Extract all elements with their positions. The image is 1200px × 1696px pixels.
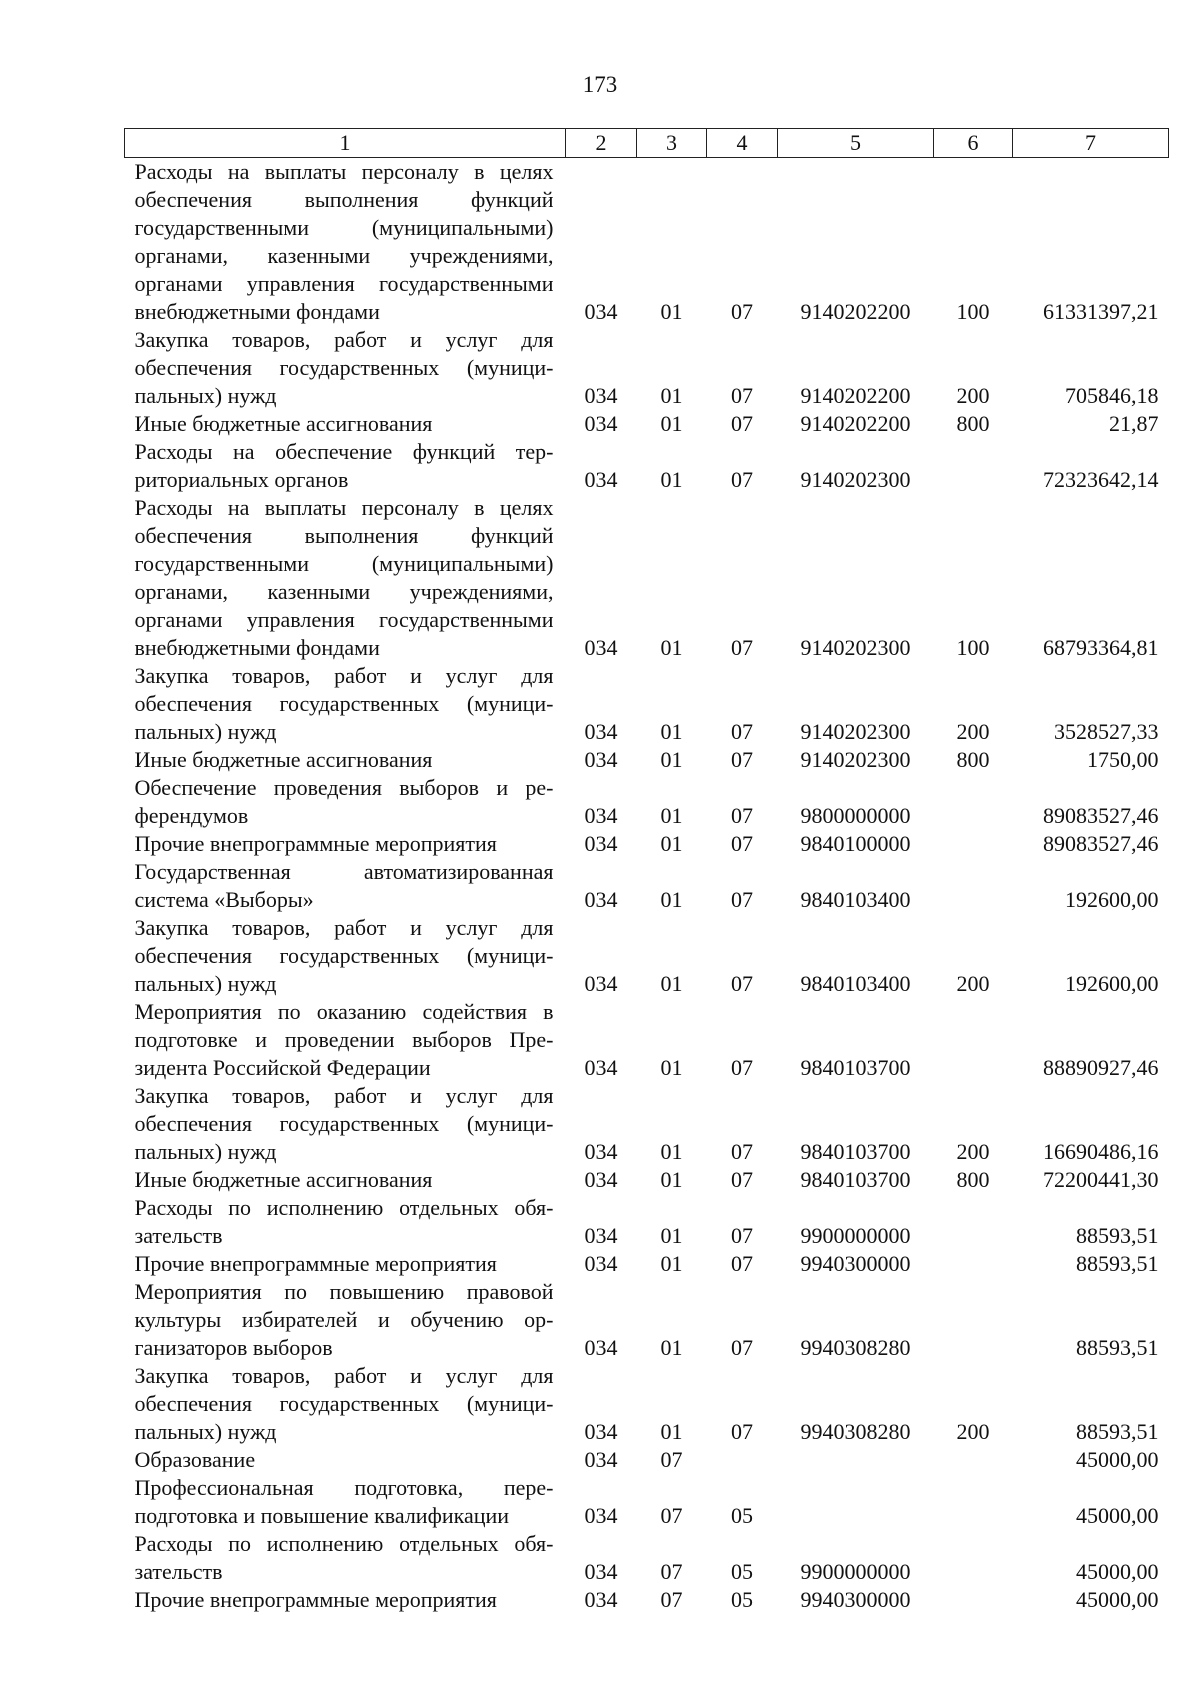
amount: 88890927,46 [1043,1055,1159,1080]
table-row [125,158,1169,327]
subsection-code: 07 [731,1335,753,1360]
admin-code: 034 [584,1223,618,1248]
item-name: Иные бюджетные ассигнования [134,411,433,436]
expense-type-code [934,1250,1013,1278]
section-code: 01 [660,635,683,660]
subsection-code: 07 [731,1139,753,1164]
admin-code: 034 [584,1587,618,1612]
target-article-code: 9140202200 [800,299,911,324]
target-article-code: 9840103400 [800,971,911,996]
header-cell-5: 5 [778,129,934,158]
amount: 192600,00 [1065,887,1159,912]
subsection-code: 07 [731,887,753,912]
section-code: 01 [660,383,683,408]
budget-table [124,128,1169,1614]
item-name: Прочие внепрограммные мероприятия [134,831,497,856]
item-name: Закупка товаров, работ и услуг для обеспечения государственных (муниципальных) нужд [134,327,554,408]
header-row [125,129,1169,158]
table-row [125,774,1169,830]
admin-code: 034 [584,803,618,828]
target-article-code: 9840103700 [800,1055,911,1080]
section-code: 01 [660,971,683,996]
section-code: 01 [660,1335,683,1360]
admin-code: 034 [584,299,618,324]
header-cell-6: 6 [934,129,1013,158]
expense-type-code [934,858,1013,914]
item-name: Расходы на обеспечение функций территориальных органов [134,439,554,492]
item-name: Закупка товаров, работ и услуг для обеспечения государственных (муниципальных) нужд [134,1363,554,1444]
section-code: 01 [660,1419,683,1444]
admin-code: 034 [584,747,618,772]
expense-type-code [934,1530,1013,1586]
expense-type-code: 800 [956,747,990,772]
item-name: Прочие внепрограммные мероприятия [134,1587,497,1612]
section-code: 01 [660,747,683,772]
table-row [125,1446,1169,1474]
section-code: 01 [660,1055,683,1080]
item-name: Иные бюджетные ассигнования [134,1167,433,1192]
table-row [125,326,1169,410]
item-name: Образование [134,1447,256,1472]
amount: 72200441,30 [1043,1167,1159,1192]
target-article-code: 9140202300 [800,635,911,660]
section-code: 07 [660,1447,683,1472]
header-cell-2: 2 [566,129,637,158]
expense-type-code: 100 [956,635,990,660]
section-code: 01 [660,887,683,912]
item-name: Расходы по исполнению отдельных обязательств [134,1195,554,1248]
item-name: Расходы на выплаты персоналу в целях обеспечения выполнения функций государственными (муниципальными) органами, казенными учреждениями, органами управления государственными внебюджетными фондами [134,495,554,660]
header-cell-7: 7 [1013,129,1169,158]
expense-type-code [934,1446,1013,1474]
section-code: 01 [660,1139,683,1164]
amount: 89083527,46 [1043,831,1159,856]
target-article-code: 9900000000 [800,1223,911,1248]
subsection-code: 07 [731,747,753,772]
admin-code: 034 [584,1167,618,1192]
amount: 88593,51 [1076,1251,1159,1276]
table-row [125,1586,1169,1614]
table-row [125,1278,1169,1362]
expense-type-code [934,830,1013,858]
subsection-code: 07 [731,1055,753,1080]
header-cell-1: 1 [125,129,566,158]
target-article-code: 9140202300 [800,747,911,772]
subsection-code: 07 [731,831,753,856]
amount: 45000,00 [1076,1587,1159,1612]
target-article-code: 9940308280 [800,1335,911,1360]
subsection-code: 07 [731,1419,753,1444]
table-row [125,1194,1169,1250]
target-article-code: 9840100000 [800,831,911,856]
expense-type-code: 200 [956,719,990,744]
admin-code: 034 [584,971,618,996]
expense-type-code: 200 [956,383,990,408]
item-name: Профессиональная подготовка, переподготовка и повышение квалификации [134,1475,554,1528]
subsection-code: 07 [731,467,753,492]
table-row [125,1474,1169,1530]
admin-code: 034 [584,1251,618,1276]
expense-type-code [934,1474,1013,1530]
admin-code: 034 [584,635,618,660]
amount: 1750,00 [1087,747,1159,772]
section-code: 07 [660,1559,683,1584]
target-article-code: 9840103700 [800,1139,911,1164]
amount: 88593,51 [1076,1335,1159,1360]
page-number: 173 [582,72,618,97]
section-code: 01 [660,1251,683,1276]
expense-type-code [934,438,1013,494]
target-article-code: 9800000000 [800,803,911,828]
subsection-code: 05 [731,1587,753,1612]
item-name: Мероприятия по оказанию содействия в подготовке и проведении выборов Президента Российской Федерации [134,999,554,1080]
target-article-code [778,1446,934,1474]
admin-code: 034 [584,1335,618,1360]
amount: 45000,00 [1076,1559,1159,1584]
admin-code: 034 [584,411,618,436]
expense-type-code [934,998,1013,1082]
table-row [125,410,1169,438]
admin-code: 034 [584,1447,618,1472]
expense-type-code [934,1586,1013,1614]
target-article-code: 9840103700 [800,1167,911,1192]
admin-code: 034 [584,1139,618,1164]
item-name: Закупка товаров, работ и услуг для обеспечения государственных (муниципальных) нужд [134,915,554,996]
subsection-code: 07 [731,1167,753,1192]
section-code: 01 [660,1223,683,1248]
amount: 72323642,14 [1043,467,1159,492]
item-name: Обеспечение проведения выборов и референдумов [134,775,554,828]
target-article-code: 9840103400 [800,887,911,912]
admin-code: 034 [584,831,618,856]
item-name: Расходы по исполнению отдельных обязательств [134,1531,554,1584]
subsection-code: 07 [731,803,753,828]
subsection-code: 07 [731,635,753,660]
target-article-code: 9140202300 [800,467,911,492]
expense-type-code: 200 [956,1139,990,1164]
admin-code: 034 [584,1503,618,1528]
subsection-code: 07 [731,719,753,744]
admin-code: 034 [584,887,618,912]
subsection-code: 07 [731,971,753,996]
target-article-code: 9900000000 [800,1559,911,1584]
expense-type-code: 100 [956,299,990,324]
item-name: Закупка товаров, работ и услуг для обеспечения государственных (муниципальных) нужд [134,1083,554,1164]
subsection-code [707,1446,778,1474]
target-article-code: 9940300000 [800,1587,911,1612]
expense-type-code: 200 [956,971,990,996]
admin-code: 034 [584,467,618,492]
subsection-code: 07 [731,411,753,436]
amount: 68793364,81 [1043,635,1159,660]
table-row [125,662,1169,746]
expense-type-code [934,774,1013,830]
target-article-code: 9140202200 [800,411,911,436]
item-name: Прочие внепрограммные мероприятия [134,1251,497,1276]
amount: 45000,00 [1076,1447,1159,1472]
amount: 21,87 [1109,411,1159,436]
subsection-code: 07 [731,1223,753,1248]
target-article-code: 9940308280 [800,1419,911,1444]
table-row [125,1250,1169,1278]
section-code: 01 [660,1167,683,1192]
header-cell-4: 4 [707,129,778,158]
item-name: Иные бюджетные ассигнования [134,747,433,772]
section-code: 01 [660,467,683,492]
section-code: 01 [660,719,683,744]
expense-type-code: 800 [956,411,990,436]
admin-code: 034 [584,719,618,744]
amount: 705846,18 [1065,383,1159,408]
target-article-code [778,1474,934,1530]
amount: 61331397,21 [1043,299,1159,324]
amount: 45000,00 [1076,1503,1159,1528]
admin-code: 034 [584,1559,618,1584]
expense-type-code [934,1194,1013,1250]
table-row [125,746,1169,774]
expense-type-code: 200 [956,1419,990,1444]
section-code: 07 [660,1587,683,1612]
table-row [125,998,1169,1082]
subsection-code: 07 [731,383,753,408]
subsection-code: 07 [731,299,753,324]
table-row [125,914,1169,998]
table-row [125,1082,1169,1166]
section-code: 01 [660,803,683,828]
header-cell-3: 3 [637,129,707,158]
amount: 88593,51 [1076,1223,1159,1248]
admin-code: 034 [584,1055,618,1080]
item-name: Мероприятия по повышению правовой культуры избирателей и обучению организаторов выборов [134,1279,554,1360]
table-row [125,494,1169,662]
section-code: 01 [660,299,683,324]
section-code: 07 [660,1503,683,1528]
target-article-code: 9940300000 [800,1251,911,1276]
admin-code: 034 [584,383,618,408]
amount: 88593,51 [1076,1419,1159,1444]
item-name: Расходы на выплаты персоналу в целях обеспечения выполнения функций государственными (муниципальными) органами, казенными учреждениями, органами управления государственными внебюджетными фондами [134,159,554,324]
table-row [125,438,1169,494]
table-row [125,1362,1169,1446]
target-article-code: 9140202300 [800,719,911,744]
table-row [125,1166,1169,1194]
section-code: 01 [660,831,683,856]
target-article-code: 9140202200 [800,383,911,408]
amount: 16690486,16 [1043,1139,1159,1164]
table-row [125,858,1169,914]
item-name: Государственная автоматизированная система «Выборы» [134,859,554,912]
item-name: Закупка товаров, работ и услуг для обеспечения государственных (муниципальных) нужд [134,663,554,744]
table-row [125,830,1169,858]
expense-type-code: 800 [956,1167,990,1192]
admin-code: 034 [584,1419,618,1444]
table-row [125,1530,1169,1586]
amount: 192600,00 [1065,971,1159,996]
subsection-code: 07 [731,1251,753,1276]
amount: 3528527,33 [1054,719,1159,744]
section-code: 01 [660,411,683,436]
subsection-code: 05 [731,1559,753,1584]
amount: 89083527,46 [1043,803,1159,828]
subsection-code: 05 [731,1503,753,1528]
expense-type-code [934,1278,1013,1362]
